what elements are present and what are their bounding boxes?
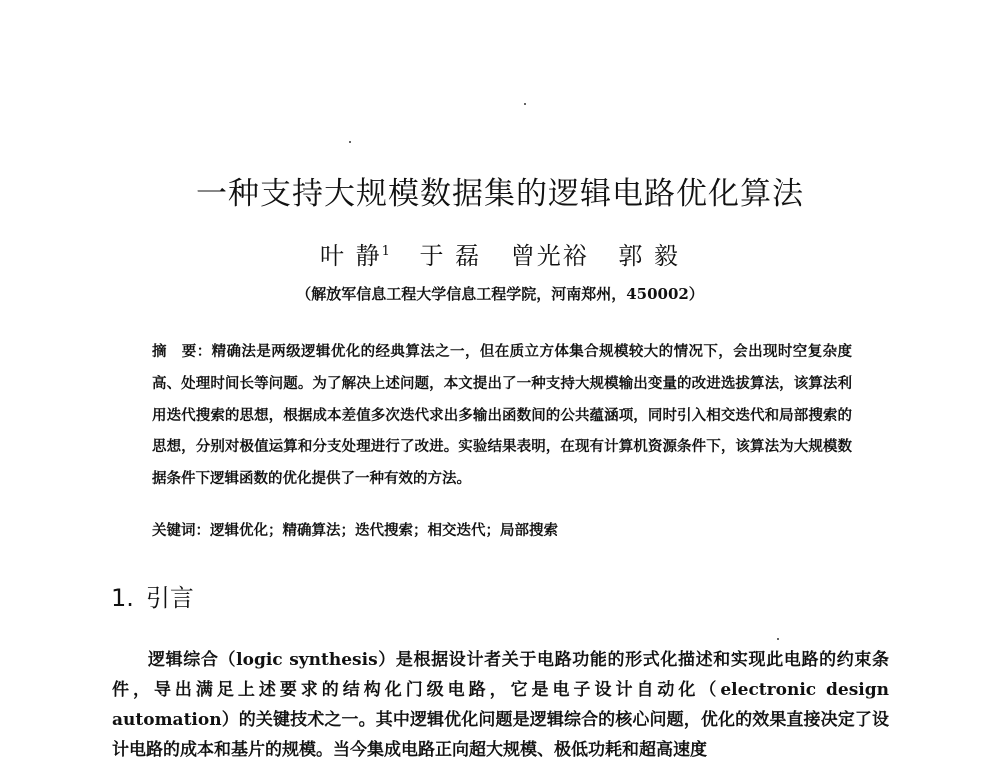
keywords-text: 逻辑优化；精确算法；迭代搜索；相交迭代；局部搜索 — [210, 522, 558, 539]
author-name: 郭 毅 — [618, 242, 681, 270]
author-affiliation-mark: 1 — [381, 244, 390, 259]
author-4 — [618, 242, 680, 270]
author-2 — [420, 242, 482, 270]
abstract-label: 摘 要： — [152, 344, 212, 360]
section-heading — [111, 578, 194, 613]
scan-speck — [524, 103, 526, 105]
paper-title: 一种支持大规模数据集的逻辑电路优化算法 — [196, 176, 804, 212]
keywords — [152, 519, 852, 540]
section-title: 引言 — [145, 584, 194, 612]
author-name: 曾光裕 — [510, 242, 589, 270]
author-name: 于 磊 — [419, 242, 482, 270]
author-name: 叶 静 — [319, 242, 382, 270]
scan-speck — [349, 141, 351, 143]
abstract — [152, 336, 852, 494]
author-list — [0, 236, 1000, 271]
abstract-text: 精确法是两级逻辑优化的经典算法之一，但在质立方体集合规模较大的情况下，会出现时空复杂度高、处理时间长等问题。为了解决上述问题，本文提出了一种支持大规模输出变量的改进选拔算法，该算法利用迭代搜索的思想，根据成本差值多次迭代求出多输出函数间的公共蕴涵项，同时引入相交迭代和局部搜索的思想，分别对极值运算和分支处理进行了改进。实验结果表明，在现有计算机资源条件下，该算法为大规模数据条件下逻辑函数的优化提供了一种有效的方法。 — [152, 343, 852, 487]
author-1 — [320, 242, 390, 270]
section-number: 1. — [111, 584, 134, 612]
author-3 — [511, 242, 589, 270]
scan-speck — [777, 638, 779, 640]
keywords-label: 关键词： — [152, 523, 210, 539]
body-paragraph: 逻辑综合（logic synthesis）是根据设计者关于电路功能的形式化描述和实现此电路的约束条件，导出满足上述要求的结构化门级电路，它是电子设计自动化（electronic design automation）的关键技术之一。其中逻辑优化问题是逻辑综合的核心问题，优化的效果直接决定了设计电路的成本和基片的规模。当今集成电路正向超大规模、极低功耗和超高速度 — [112, 650, 889, 760]
affiliation: （解放军信息工程大学信息工程学院，河南郑州，450002） — [296, 285, 704, 303]
